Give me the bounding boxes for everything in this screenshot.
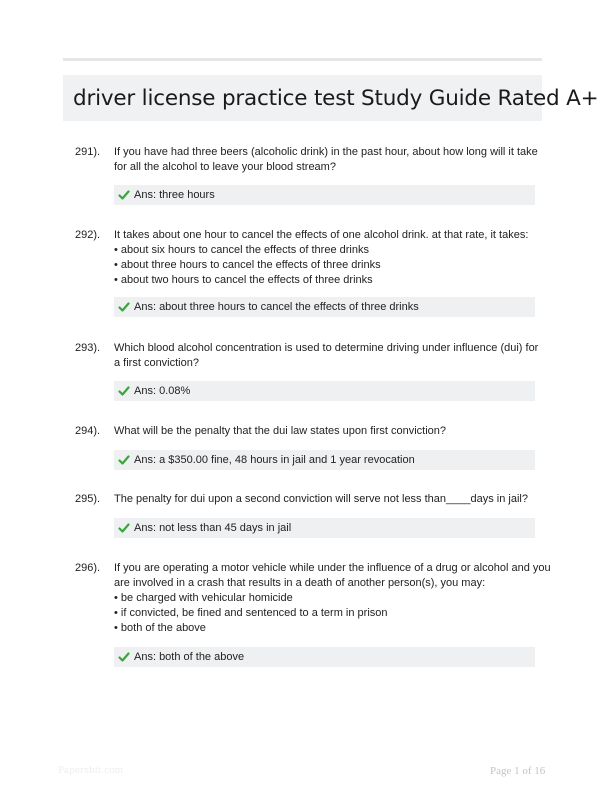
question-text — [114, 561, 551, 636]
check-icon — [118, 454, 130, 466]
question-line: a first conviction? — [114, 357, 199, 369]
answer-box — [114, 381, 535, 401]
check-icon — [118, 385, 130, 397]
question-number: 296). — [75, 562, 101, 574]
question-number: 293). — [75, 342, 101, 354]
check-icon — [118, 301, 130, 313]
answer-text: Ans: three hours — [134, 189, 215, 201]
question-line: If you have had three beers (alcoholic drink) in the past hour, about how long will it take — [114, 146, 538, 158]
answer-text: Ans: 0.08% — [134, 385, 191, 397]
question-number: 295). — [75, 493, 101, 505]
question-line: • about three hours to cancel the effects of three drinks — [114, 259, 381, 271]
answer-box — [114, 297, 535, 317]
answer-box — [114, 647, 535, 667]
answer-text: Ans: about three hours to cancel the effects of three drinks — [134, 301, 419, 313]
question-line: • if convicted, be fined and sentenced to a term in prison — [114, 607, 388, 619]
page-number: Page 1 of 16 — [490, 765, 546, 777]
answer-text: Ans: a $350.00 fine, 48 hours in jail and 1 year revocation — [134, 454, 415, 466]
question-line: • be charged with vehicular homicide — [114, 592, 293, 604]
question-line: The penalty for dui upon a second conviction will serve not less than____days in jail? — [114, 493, 528, 505]
question-line: • about six hours to cancel the effects of three drinks — [114, 244, 369, 256]
answer-box — [114, 518, 535, 538]
top-divider — [63, 58, 542, 61]
question-line: Which blood alcohol concentration is used to determine driving under influence (dui) for — [114, 342, 539, 354]
question-number: 291). — [75, 146, 101, 158]
check-icon — [118, 651, 130, 663]
question-number: 294). — [75, 425, 101, 437]
question-line: • about two hours to cancel the effects of three drinks — [114, 274, 373, 286]
footer-watermark: Papersbit.com — [58, 766, 124, 776]
question-line: • both of the above — [114, 622, 206, 634]
answer-text: Ans: not less than 45 days in jail — [134, 522, 292, 534]
answer-text: Ans: both of the above — [134, 651, 245, 663]
question-line: It takes about one hour to cancel the effects of one alcohol drink. at that rate, it takes: — [114, 229, 529, 241]
answer-box — [114, 450, 535, 470]
check-icon — [118, 189, 130, 201]
question-line: What will be the penalty that the dui law states upon first conviction? — [114, 425, 447, 437]
question-text — [114, 228, 540, 288]
question-text — [114, 341, 540, 371]
answer-box — [114, 185, 535, 205]
question-text — [114, 424, 540, 439]
question-line: are involved in a crash that results in a death of another person(s), you may: — [114, 577, 486, 589]
title-banner — [63, 75, 599, 121]
question-line: If you are operating a motor vehicle while under the influence of a drug or alcohol and you — [114, 562, 551, 574]
question-text — [114, 492, 540, 507]
question-number: 292). — [75, 229, 101, 241]
page-title: driver license practice test Study Guide Rated A+ — [73, 85, 599, 111]
check-icon — [118, 522, 130, 534]
question-line: for all the alcohol to leave your blood stream? — [114, 161, 336, 173]
question-text — [114, 145, 540, 175]
